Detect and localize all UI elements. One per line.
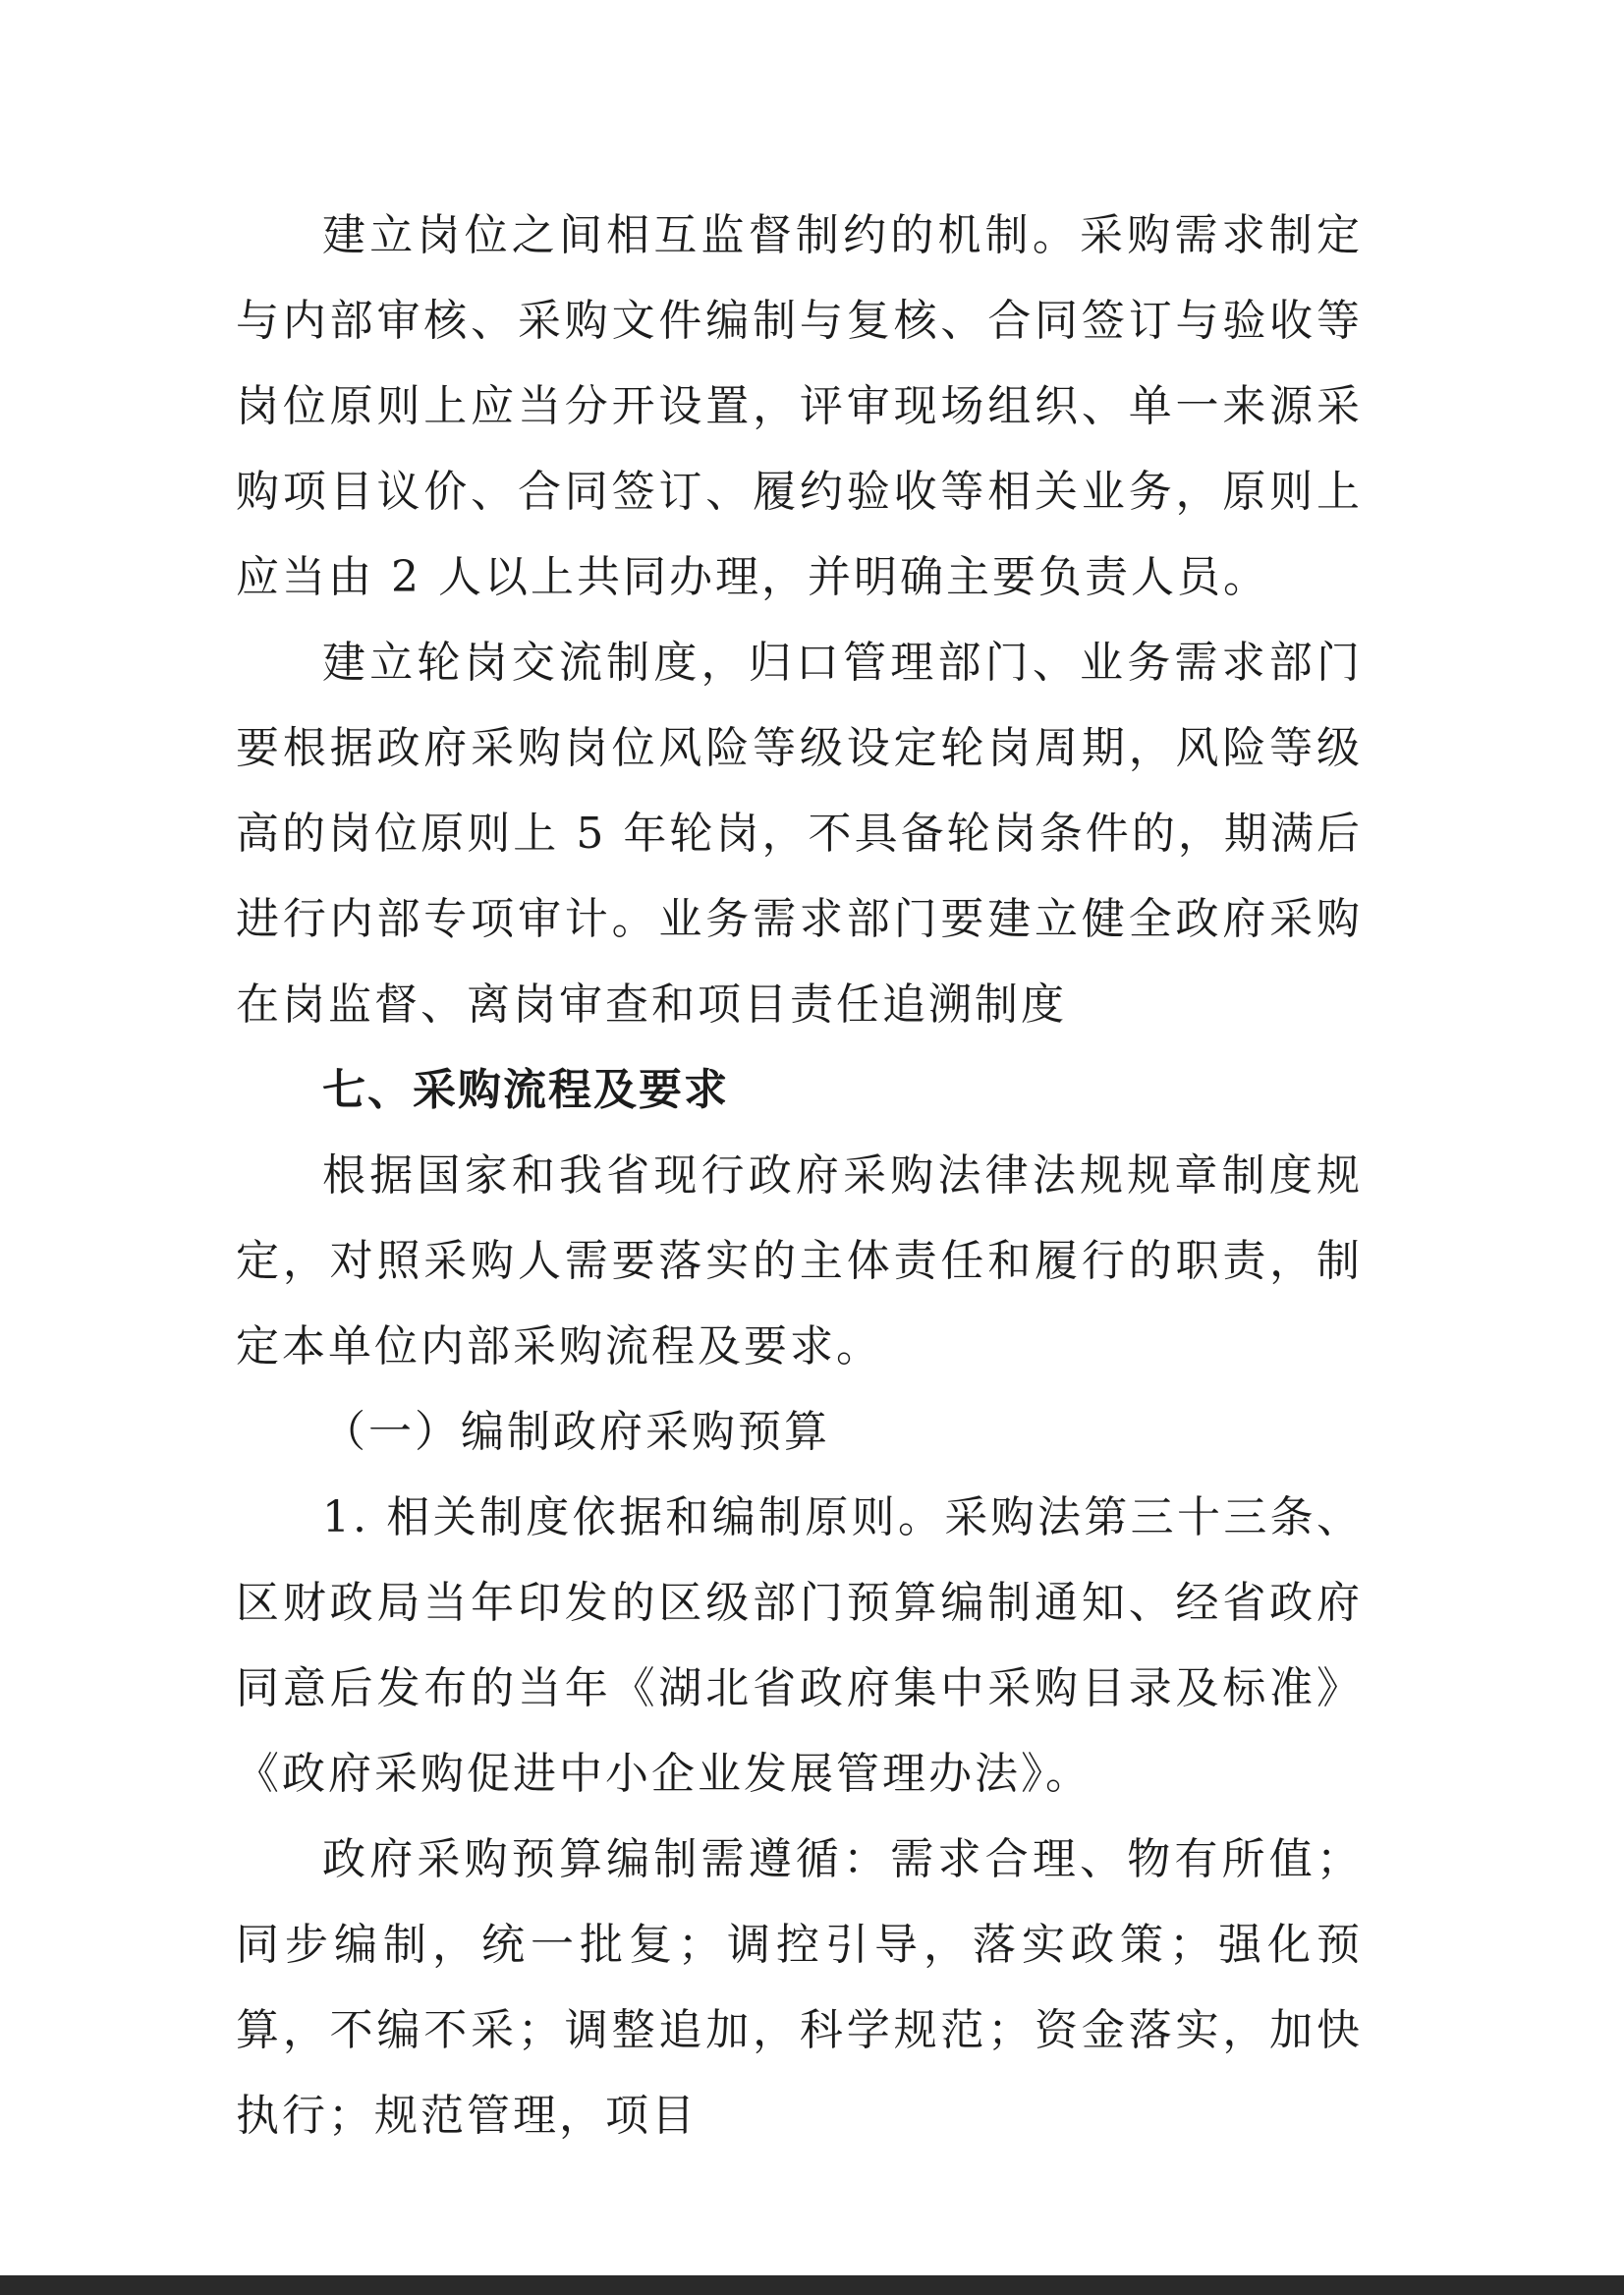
- paragraph-post-supervision: 建立岗位之间相互监督制约的机制。采购需求制定与内部审核、采购文件编制与复核、合同签订与验收等岗位原则上应当分开设置，评审现场组织、单一来源采购项目议价、合同签订、履约验收等相关业务，原则上应当由 2 人以上共同办理，并明确主要负责人员。: [236, 210, 1363, 602]
- bottom-edge-bar: [0, 2275, 1624, 2295]
- paragraph-process-basis: 根据国家和我省现行政府采购法律法规规章制度规定，对照采购人需要落实的主体责任和履行的职责，制定本单位内部采购流程及要求。: [236, 1150, 1363, 1371]
- paragraph-post-rotation: 建立轮岗交流制度，归口管理部门、业务需求部门要根据政府采购岗位风险等级设定轮岗周期，风险等级高的岗位原则上 5 年轮岗，不具备轮岗条件的，期满后进行内部专项审计。业务需求部门要建立健全政府采购在岗监督、离岗审查和项目责任追溯制度: [236, 638, 1363, 1030]
- paragraph-budget-principles: 政府采购预算编制需遵循：需求合理、物有所值；同步编制，统一批复；调控引导，落实政策；强化预算，不编不采；调整追加，科学规范；资金落实，加快执行；规范管理，项目: [236, 1834, 1363, 2141]
- subheading-budget-compilation: （一）编制政府采购预算: [322, 1407, 830, 1457]
- document-body: [236, 193, 1363, 2158]
- paragraph-budget-basis: 1. 相关制度依据和编制原则。采购法第三十三条、区财政局当年印发的区级部门预算编制通知、经省政府同意后发布的当年《湖北省政府集中采购目录及标准》《政府采购促进中小企业发展管理办法》。: [236, 1492, 1363, 1799]
- section-heading-procurement-process: 七、采购流程及要求: [322, 1065, 729, 1115]
